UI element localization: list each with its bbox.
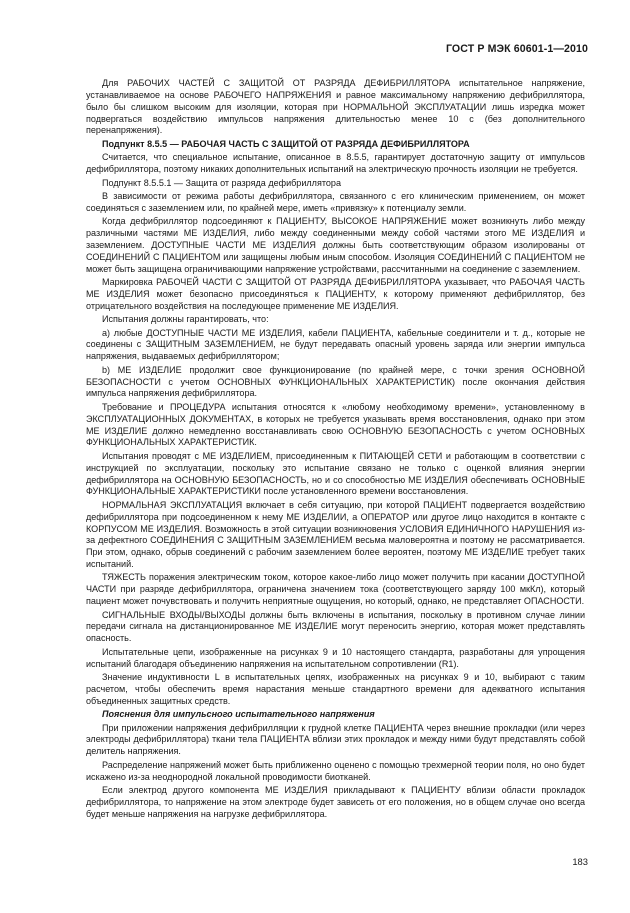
paragraph: Подпункт 8.5.5.1 — Защита от разряда дефибриллятора <box>102 177 341 188</box>
paragraph: Если электрод другого компонента МЕ ИЗДЕЛИЯ прикладывают к ПАЦИЕНТУ вблизи области прокладок дефибриллятора, то напряжение на этом электроде будет зависеть от его положения, но в общем случае оно всегда будет меньше напряжения на нагрузке дефибриллятора. <box>86 784 585 819</box>
paragraph: СИГНАЛЬНЫЕ ВХОДЫ/ВЫХОДЫ должны быть включены в испытания, поскольку в противном случае линии передачи сигнала на дистанционированное МЕ ИЗДЕЛИЕ могут переносить энергию, которая может представлять опасность. <box>86 609 585 644</box>
paragraph: Значение индуктивности L в испытательных цепях, изображенных на рисунках 9 и 10, выбирают с таким расчетом, чтобы обеспечить время нарастания меньше стандартного времени для адекватного испытания объединенных защитных средств. <box>86 672 585 706</box>
paragraph: Считается, что специальное испытание, описанное в 8.5.5, гарантирует достаточную защиту от импульсов дефибриллятора, поэтому никаких дополнительных испытаний на электрическую прочность изоляции не требуется. <box>86 152 585 175</box>
document-id-header: ГОСТ Р МЭК 60601-1—2010 <box>445 43 588 55</box>
paragraph: При приложении напряжения дефибрилляции к грудной клетке ПАЦИЕНТА через внешние прокладки (или через электроды дефибриллятора) ткани тела ПАЦИЕНТА вблизи этих прокладок и между ними будут представлять собой делитель напряжения. <box>86 722 585 757</box>
paragraph: Испытательные цепи, изображенные на рисунках 9 и 10 настоящего стандарта, разработаны для упрощения испытаний благодаря объединению напряжения на испытательном сопротивлении (R1). <box>86 646 585 669</box>
paragraph: Когда дефибриллятор подсоединяют к ПАЦИЕНТУ, ВЫСОКОЕ НАПРЯЖЕНИЕ может возникнуть либо между различными частями МЕ ИЗДЕЛИЯ, либо между соединенными между собой частями этого МЕ ИЗДЕЛИЯ и заземлением. ДОСТУПНЫЕ ЧАСТИ МЕ ИЗДЕЛИЯ должны быть соответствующим образом изолированы от СОЕДИНЕНИЙ С ПАЦИЕНТОМ или защищены любым иным способом. Изоляция СОЕДИНЕНИЙ С ПАЦИЕНТОМ не может быть защищена ограничивающими напряжение устройствами, рассчитанными на соединение с заземлением. <box>86 216 585 274</box>
section-heading: Пояснения для импульсного испытательного напряжения <box>102 709 375 720</box>
paragraph: Испытания проводят с МЕ ИЗДЕЛИЕМ, присоединенным к ПИТАЮЩЕЙ СЕТИ и работающим в соответствии с инструкцией по эксплуатации, поскольку это испытание связано не только с оценкой влияния энергии дефибриллятора на ОСНОВНУЮ БЕЗОПАСНОСТЬ, но и со способностью МЕ ИЗДЕЛИЯ обеспечивать ОСНОВНЫЕ ФУНКЦИОНАЛЬНЫЕ ХАРАКТЕРИСТИКИ после установленного времени восстановления. <box>86 450 585 497</box>
paragraph: b) МЕ ИЗДЕЛИЕ продолжит свое функционирование (по крайней мере, с точки зрения ОСНОВНОЙ БЕЗОПАСНОСТИ с учетом ОСНОВНЫХ ФУНКЦИОНАЛЬНЫХ ХАРАКТЕРИСТИК) после окончания действия импульса напряжения дефибриллятора. <box>86 364 585 399</box>
paragraph: Требование и ПРОЦЕДУРА испытания относятся к «любому необходимому времени», установленному в ЭКСПЛУАТАЦИОННЫХ ДОКУМЕНТАХ, в которых не требуется указывать время восстановления, однако при этом МЕ ИЗДЕЛИЕ должно немедленно восстанавливать свою ОСНОВНУЮ БЕЗОПАСНОСТЬ с учетом ОСНОВНЫХ ФУНКЦИОНАЛЬНЫХ ХАРАКТЕРИСТИК. <box>86 401 585 448</box>
paragraph: ТЯЖЕСТЬ поражения электрическим током, которое какое-либо лицо может получить при касании ДОСТУПНОЙ ЧАСТИ при разряде дефибриллятора, ограничена значением тока (соответствующего заряду 100 мкКл), который пациент может почувствовать и получить неприятные ощущения, но который, однако, не представляет ОПАСНОСТИ. <box>86 572 585 607</box>
section-heading: Подпункт 8.5.5 — РАБОЧАЯ ЧАСТЬ С ЗАЩИТОЙ ОТ РАЗРЯДА ДЕФИБРИЛЛЯТОРА <box>102 138 470 149</box>
paragraph: Распределение напряжений может быть приближенно оценено с помощью трехмерной теории поля, но оно будет искажено из-за неоднородной локальной проводимости биотканей. <box>86 759 585 782</box>
page-number: 183 <box>572 856 588 867</box>
paragraph: Испытания должны гарантировать, что: <box>102 314 269 325</box>
document-body <box>86 78 585 822</box>
paragraph: Маркировка РАБОЧЕЙ ЧАСТИ С ЗАЩИТОЙ ОТ РАЗРЯДА ДЕФИБРИЛЛЯТОРА указывает, что РАБОЧАЯ ЧАСТЬ МЕ ИЗДЕЛИЯ может безопасно присоединяться к ПАЦИЕНТУ, к которому применяют дефибриллятор, без отрицательного воздействия на последующее применение МЕ ИЗДЕЛИЯ. <box>86 277 585 311</box>
paragraph: НОРМАЛЬНАЯ ЭКСПЛУАТАЦИЯ включает в себя ситуацию, при которой ПАЦИЕНТ подвергается воздействию дефибриллятора при подсоединенном к нему МЕ ИЗДЕЛИИ, а ОПЕРАТОР или другое лицо находится в контакте с КОРПУСОМ МЕ ИЗДЕЛИЯ. Возможность в этой ситуации возникновения УСЛОВИЯ ЕДИНИЧНОГО НАРУШЕНИЯ из-за дефектного СОЕДИНЕНИЯ С ЗАЩИТНЫМ ЗАЗЕМЛЕНИЕМ весьма маловероятна и поэтому не рассматривается. При этом, однако, обрыв соединений с рабочим заземлением более вероятен, поэтому МЕ ИЗДЕЛИЕ требует таких испытаний. <box>86 499 585 570</box>
paragraph: В зависимости от режима работы дефибриллятора, связанного с его клиническим применением, он может соединяться с заземлением или, по крайней мере, иметь «привязку» к потенциалу земли. <box>86 190 585 213</box>
paragraph: a) любые ДОСТУПНЫЕ ЧАСТИ МЕ ИЗДЕЛИЯ, кабели ПАЦИЕНТА, кабельные соединители и т. д., которые не соединены с ЗАЩИТНЫМ ЗАЗЕМЛЕНИЕМ, не будут передавать опасный уровень заряда или энергии импульса напряжения, выдаваемых дефибриллятором; <box>86 327 585 362</box>
paragraph: Для РАБОЧИХ ЧАСТЕЙ С ЗАЩИТОЙ ОТ РАЗРЯДА ДЕФИБРИЛЛЯТОРА испытательное напряжение, устанавливаемое на основе РАБОЧЕГО НАПРЯЖЕНИЯ и равное максимальному напряжению дефибриллятора, было бы слишком высоким для изоляции, которая при НОРМАЛЬНОЙ ЭКСПЛУАТАЦИИ лишь изредка может подвергаться воздействию импульсов напряжения длительностью менее 10 с (без дополнительного перенапряжения). <box>86 78 585 136</box>
